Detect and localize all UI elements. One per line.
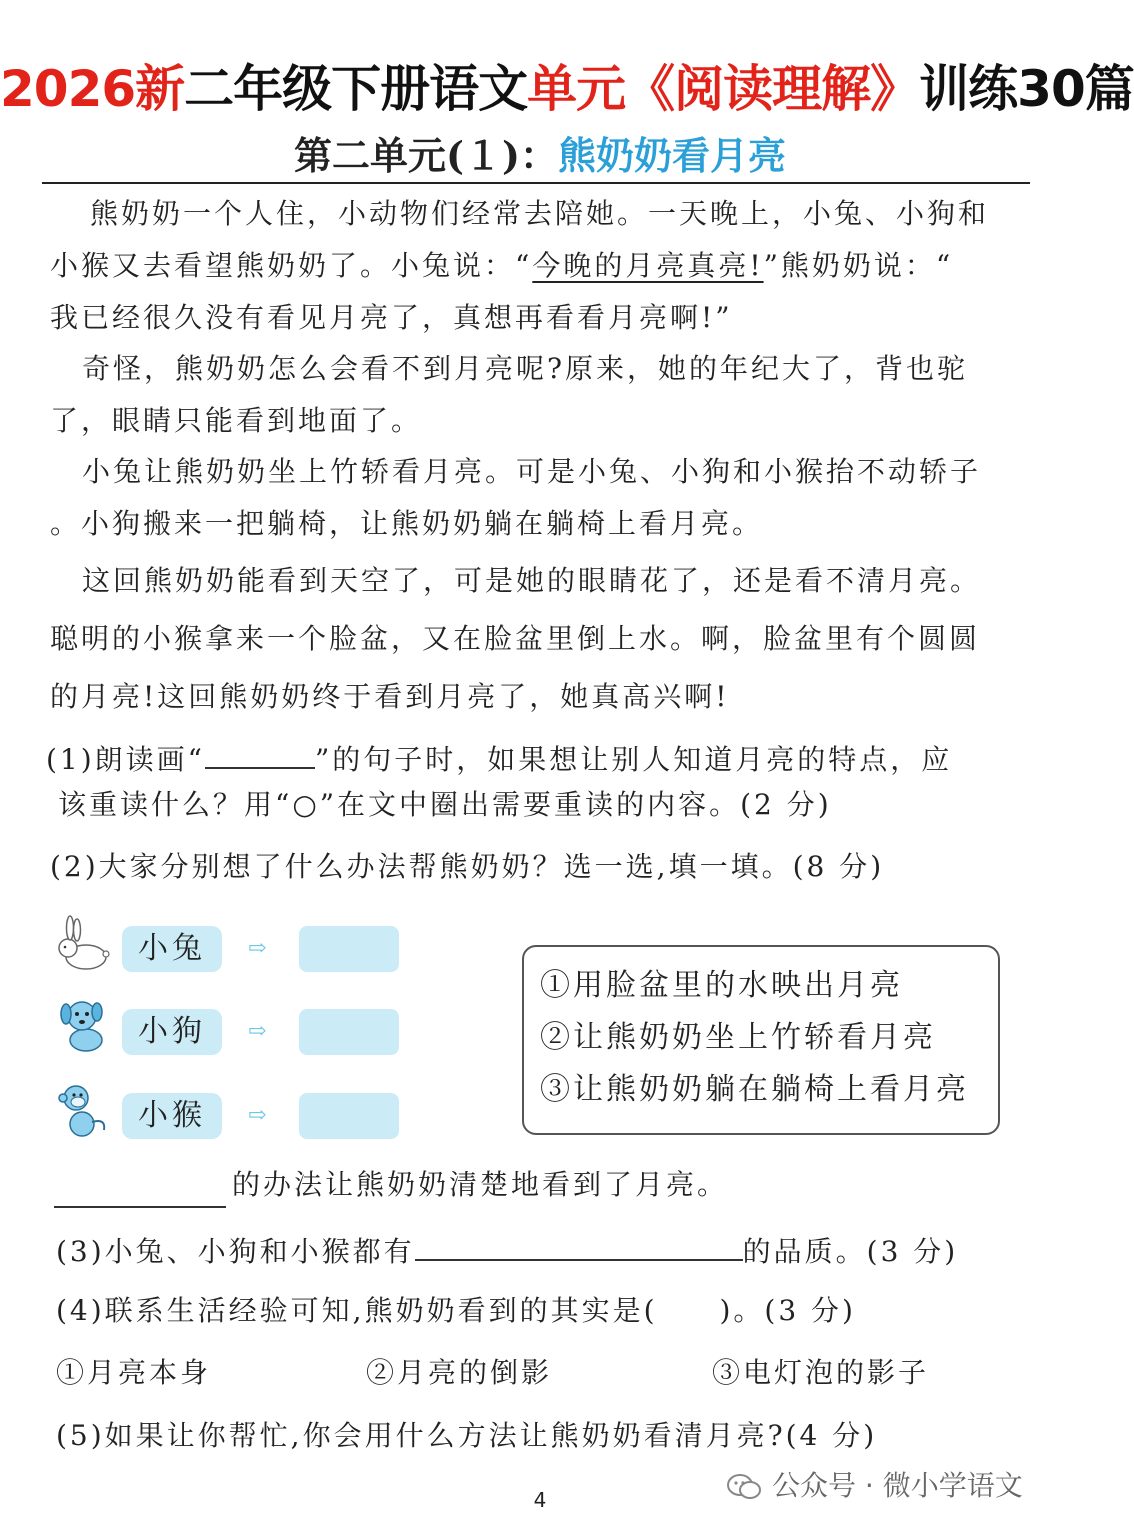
passage-line: 奇怪，熊奶奶怎么会看不到月亮呢?原来，她的年纪大了，背也驼 [82,352,969,385]
title-tail: 训练30篇 [919,60,1134,118]
passage-line: 小兔让熊奶奶坐上竹轿看月亮。可是小兔、小狗和小猴抬不动轿子 [82,455,982,488]
question-4: (4)联系生活经验可知,熊奶奶看到的其实是( )。(3 分) [56,1294,856,1327]
divider [42,182,1030,184]
animal-label: 小狗 [122,1009,222,1055]
question-2-tail: 的办法让熊奶奶清楚地看到了月亮。 [232,1168,729,1201]
dog-icon [52,994,114,1056]
passage-line: 聪明的小猴拿来一个脸盆，又在脸盆里倒上水。啊，脸盆里有个圆圆 [50,622,981,655]
arrow-right-icon: ⇨ [248,1103,267,1128]
page-number: 4 [533,1488,547,1512]
underlined-sentence: 今晚的月亮真亮! [532,249,764,282]
q4-option-3: ③电灯泡的影子 [712,1356,930,1389]
option-2: ②让熊奶奶坐上竹轿看月亮 [540,1020,936,1055]
passage-line: 小猴又去看望熊奶奶了。小兔说：“今晚的月亮真亮!”熊奶奶说：“ [50,249,954,282]
subtitle-prefix: 第二单元(１)： [294,133,558,178]
passage-line: 的月亮!这回熊奶奶终于看到月亮了，她真高兴啊! [50,680,730,713]
question-2: (2)大家分别想了什么办法帮熊奶奶？选一选,填一填。(8 分) [50,850,885,883]
passage-line: 这回熊奶奶能看到天空了，可是她的眼睛花了，还是看不清月亮。 [82,564,982,597]
title-unit: 单元《阅读理解》 [527,60,920,118]
answer-box-rabbit[interactable] [299,926,399,972]
title-grade: 二年级下册语文 [184,60,528,118]
option-3: ③让熊奶奶躺在躺椅上看月亮 [540,1072,969,1107]
animal-label: 小猴 [122,1093,222,1139]
arrow-right-icon: ⇨ [248,936,267,961]
passage-line: 我已经很久没有看见月亮了，真想再看看月亮啊!” [50,301,733,334]
option-1: ①用脸盆里的水映出月亮 [540,968,903,1003]
subtitle [0,130,1080,182]
passage-line: 。小狗搬来一把躺椅，让熊奶奶躺在躺椅上看月亮。 [50,507,764,540]
answer-blank[interactable] [415,1231,743,1261]
question-5: (5)如果让你帮忙,你会用什么方法让熊奶奶看清月亮?(4 分) [56,1419,878,1452]
q4-option-1: ①月亮本身 [56,1356,212,1389]
answer-box-monkey[interactable] [299,1093,399,1139]
question-1-cont: 该重读什么？用“○”在文中圈出需要重读的内容。(2 分) [58,788,832,821]
title-year: 2026 [0,60,136,118]
question-3: (3)小兔、小狗和小猴都有 的品质。(3 分) [56,1231,958,1269]
watermark-text: 公众号 · 微小学语文 [772,1469,1023,1502]
passage-line: 了，眼睛只能看到地面了。 [50,404,423,437]
story-title: 熊奶奶看月亮 [557,133,786,178]
answer-blank[interactable] [205,739,315,769]
rabbit-icon [50,912,112,974]
answer-box-dog[interactable] [299,1009,399,1055]
passage-line: 熊奶奶一个人住，小动物们经常去陪她。一天晚上，小兔、小狗和 [90,197,990,230]
answer-blank[interactable] [54,1176,226,1208]
question-1: (1)朗读画“ ”的句子时，如果想让别人知道月亮的特点，应 [46,739,952,777]
q4-option-2: ②月亮的倒影 [366,1356,553,1389]
page-title [0,56,1134,122]
arrow-right-icon: ⇨ [248,1019,267,1044]
animal-label: 小兔 [122,926,222,972]
monkey-icon [52,1078,114,1140]
title-new: 新 [135,60,185,118]
